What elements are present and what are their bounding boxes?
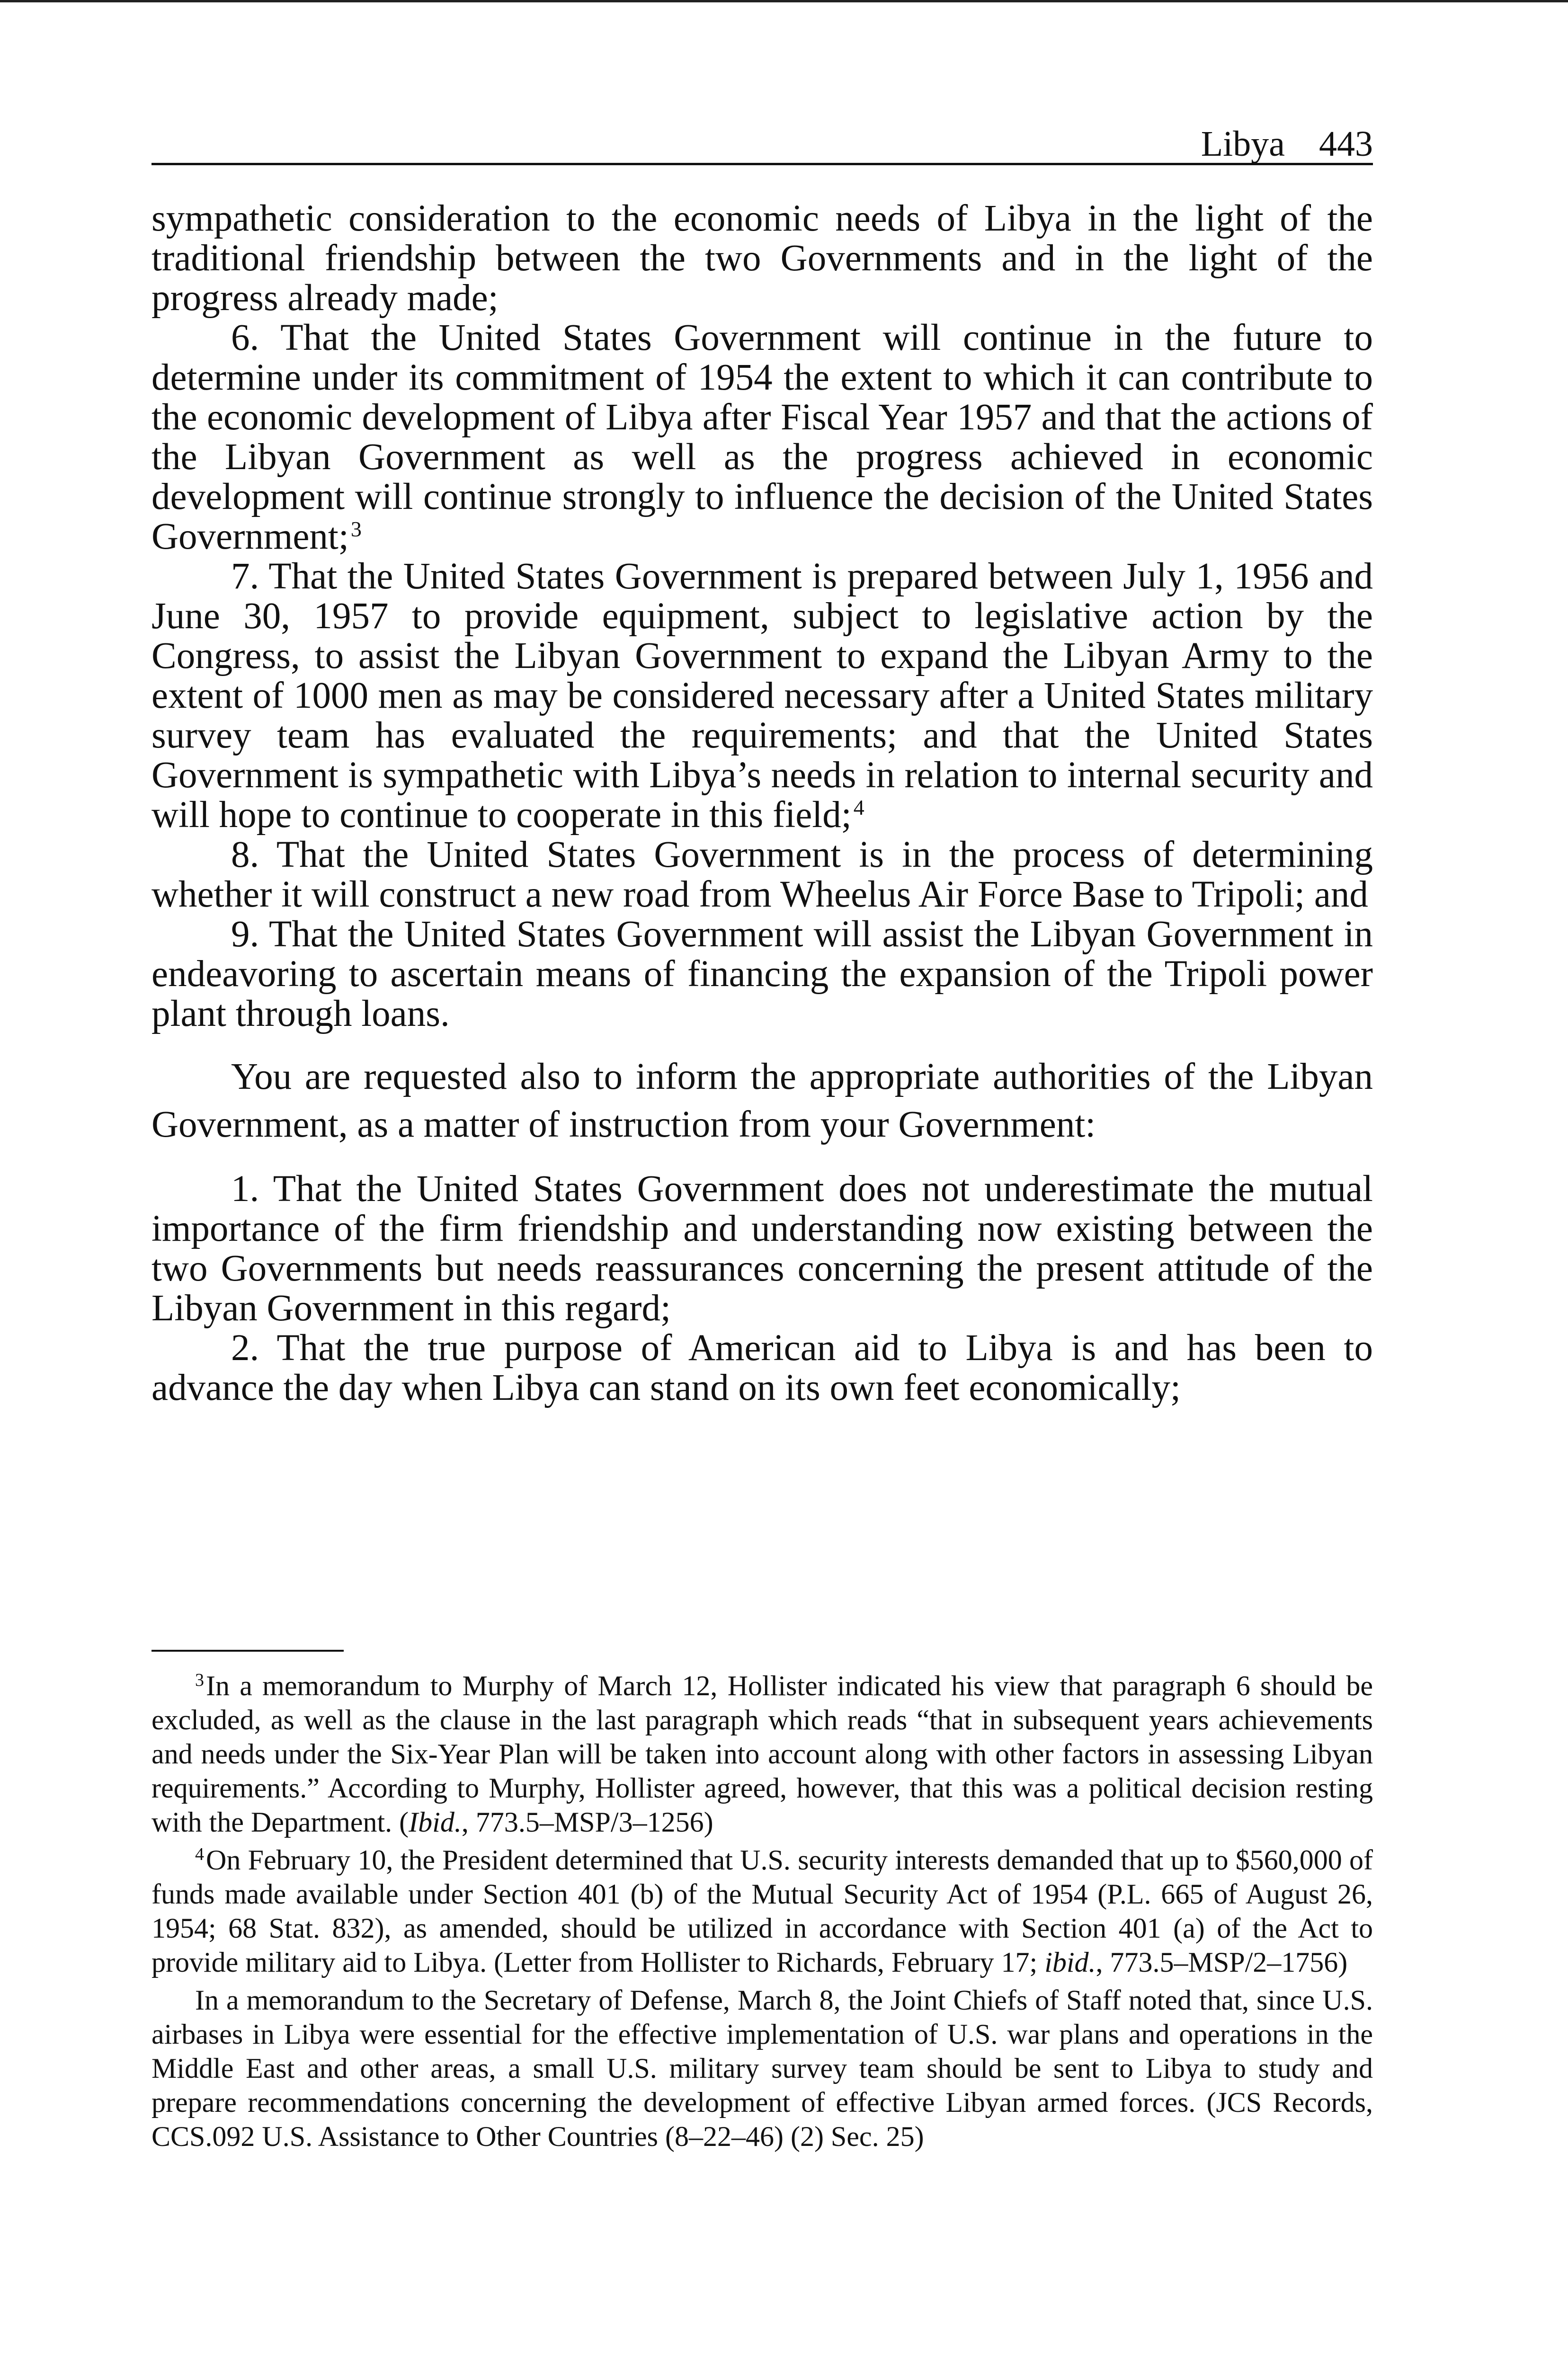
paragraph-item-9: 9. That the United States Government will assist the Libyan Government in endeavoring to ascertain means of financing the expansion of the Tripoli power plant through loans. — [151, 914, 1373, 1034]
paragraph-item-8: 8. That the United States Government is in the process of determining whether it will construct a new road from Wheelus Air Force Base to Tripoli; and — [151, 834, 1373, 915]
footnote-3-marker: 3 — [195, 1670, 204, 1690]
footnote-ref-3: 3 — [350, 517, 362, 541]
footnotes — [151, 1669, 1373, 2157]
item-7-text: 7. That the United States Government is prepared between July 1, 1956 and June 30, 1957 to provide equipment, subject to legislative action by the Congress, to assist the Libyan Government to expand the Libyan Army to the extent of 1000 men as may be considered necessary after a United States military survey team has evaluated the requirements; and that the United States Government is sympathetic with Libya’s needs in relation to internal security and will hope to continue to cooperate in this field; — [151, 556, 1373, 836]
footnote-4-ibid: ibid. — [1044, 1947, 1096, 1978]
footnote-4 — [151, 1843, 1373, 1979]
item-6-text: 6. That the United States Government will continue in the future to determine under its commitment of 1954 the extent to which it can contribute to the economic development of Libya after Fiscal Year 1957 and that the actions of the Libyan Government as well as the progress achieved in economic development will continue strongly to influence the decision of the United States Government; — [151, 317, 1373, 557]
footnote-3-citation: , 773.5–MSP/3–1256) — [461, 1806, 713, 1838]
paragraph-inform-1: 1. That the United States Government does not underestimate the mutual importance of the firm friendship and understanding now existing between the two Governments but needs reassurances concerning the present attitude of the Libyan Government in this regard; — [151, 1168, 1373, 1329]
request-paragraph: You are requested also to inform the appropriate authorities of the Libyan Government, as a matter of instruction from your Government: — [151, 1056, 1373, 1145]
running-title: Libya — [1201, 124, 1285, 164]
footnote-ref-4: 4 — [853, 795, 864, 819]
continuation-paragraph: sympathetic consideration to the economic needs of Libya in the light of the traditional friendship between the two Governments and in the light of the progress already made; — [151, 198, 1373, 319]
running-header — [151, 124, 1373, 165]
body-text — [151, 199, 1373, 1408]
footnote-4-text: On February 10, the President determined that U.S. security interests demanded that up to $560,000 of funds made available under Section 401 (b) of the Mutual Security Act of 1954 (P.L. 665 of August 26, 1954; 68 Stat. 832), as amended, should be utilized in accordance with Section 401 (a) of the Act to provide military aid to Libya. (Letter from Hollister to Richards, February 17; — [151, 1844, 1373, 1978]
footnote-4-citation: , 773.5–MSP/2–1756) — [1096, 1947, 1348, 1978]
footnote-3 — [151, 1669, 1373, 1839]
footnote-4-continued: In a memorandum to the Secretary of Defense, March 8, the Joint Chiefs of Staff noted that, since U.S. airbases in Libya were essential for the effective implementation of U.S. war plans and operations in the Middle East and other areas, a small U.S. military survey team should be sent to Libya to study and prepare recommendations concerning the development of effective Libyan armed forces. (JCS Records, CCS.092 U.S. Assistance to Other Countries (8–22–46) (2) Sec. 25) — [151, 1984, 1373, 2152]
footnote-3-ibid: Ibid. — [409, 1806, 462, 1838]
footnote-separator — [151, 1650, 344, 1652]
page-top-edge — [0, 0, 1568, 2]
paragraph-inform-2: 2. That the true purpose of American aid to Libya is and has been to advance the day when Libya can stand on its own feet economically; — [151, 1327, 1373, 1408]
paragraph-item-6 — [151, 318, 1373, 557]
footnote-4-marker: 4 — [195, 1844, 204, 1864]
paragraph-item-7 — [151, 557, 1373, 835]
footnote-3-text: In a memorandum to Murphy of March 12, Hollister indicated his view that paragraph 6 should be excluded, as well as the clause in the last paragraph which reads “that in subsequent years achievements and needs under the Six-Year Plan will be taken into account along with other factors in assessing Libyan requirements.” According to Murphy, Hollister agreed, however, that this was a political decision resting with the Department. ( — [151, 1670, 1373, 1838]
running-head — [1201, 126, 1373, 162]
page-number: 443 — [1319, 124, 1373, 164]
